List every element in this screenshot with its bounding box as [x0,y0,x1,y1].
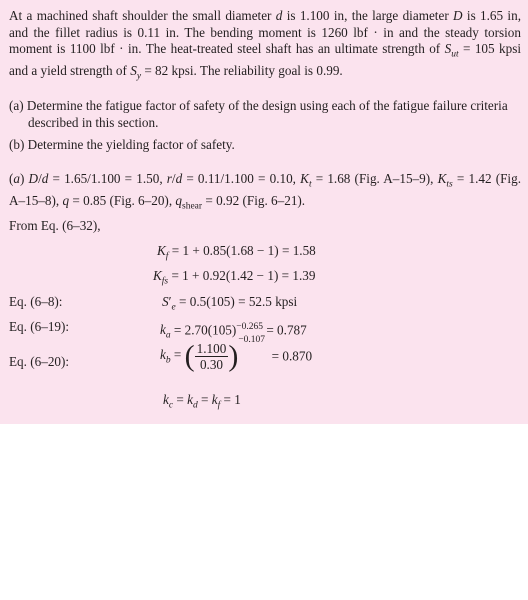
se-row [0,294,528,314]
kf-row [0,243,528,263]
kc-equation: $k_c = k_d = k_f = 1$ [163,392,241,411]
solution-intro: (a) D/d = 1.65/1.100 = 1.50, r/d = 0.11/1.100 = 0.10, $K_t = 1.68$ (Fig. A–15–9), $K_{ts} = 1.42$ (Fig. A–15–8), q = 0.85 (Fig. 6–20), $q_{shear} = 0.92$ (Fig. 6–21). [9,171,521,212]
kb-fraction: $\frac{1.100}{0.30}$ [196,341,227,372]
part-a-question: (a) Determine the fatigue factor of safety of the design using each of the fatigue failure criteria described in this section. [9,98,508,130]
kf-equation: $K_f = 1 + 0.85(1.68 - 1) = 1.58$ [157,243,316,262]
eq-6-8-label: Eq. (6–8): [9,294,63,309]
part-b-question: (b) Determine the yielding factor of safety. [9,137,235,152]
eq-6-19-label: Eq. (6–19): [9,319,70,334]
kfs-equation: $K_{fs} = 1 + 0.92(1.42 - 1) = 1.39$ [153,268,316,287]
problem-statement: At a machined shaft shoulder the small diameter d is 1.100 in, the large diameter D is 1.65 in, and the fillet radius is 0.11 in. The bending moment is 1260 lbf · in and the steady torsion moment is 1100 lbf · in. The heat-treated steel shaft has an ultimate strength of $S_{ut} = 105$ kpsi and a yield strength of $S_y = 82$ kpsi. The reliability goal is 0.99. [9,8,521,82]
se-equation: $S'_e = 0.5(105) = 52.5$ kpsi [162,294,298,313]
ka-equation: $k_a = 2.70(105)^{-0.265} = 0.787$ [160,322,307,342]
from-eq-row [0,218,528,238]
kfs-row [0,268,528,288]
kc-row [0,392,528,412]
from-eq-label: From Eq. (6–32), [9,218,101,233]
kb-equation: $k_b$ = ( $\frac{1.100}{0.30}$ )$^{-0.107}$ = 0.870 [160,335,313,373]
eq-6-20-label: Eq. (6–20): [9,354,70,369]
